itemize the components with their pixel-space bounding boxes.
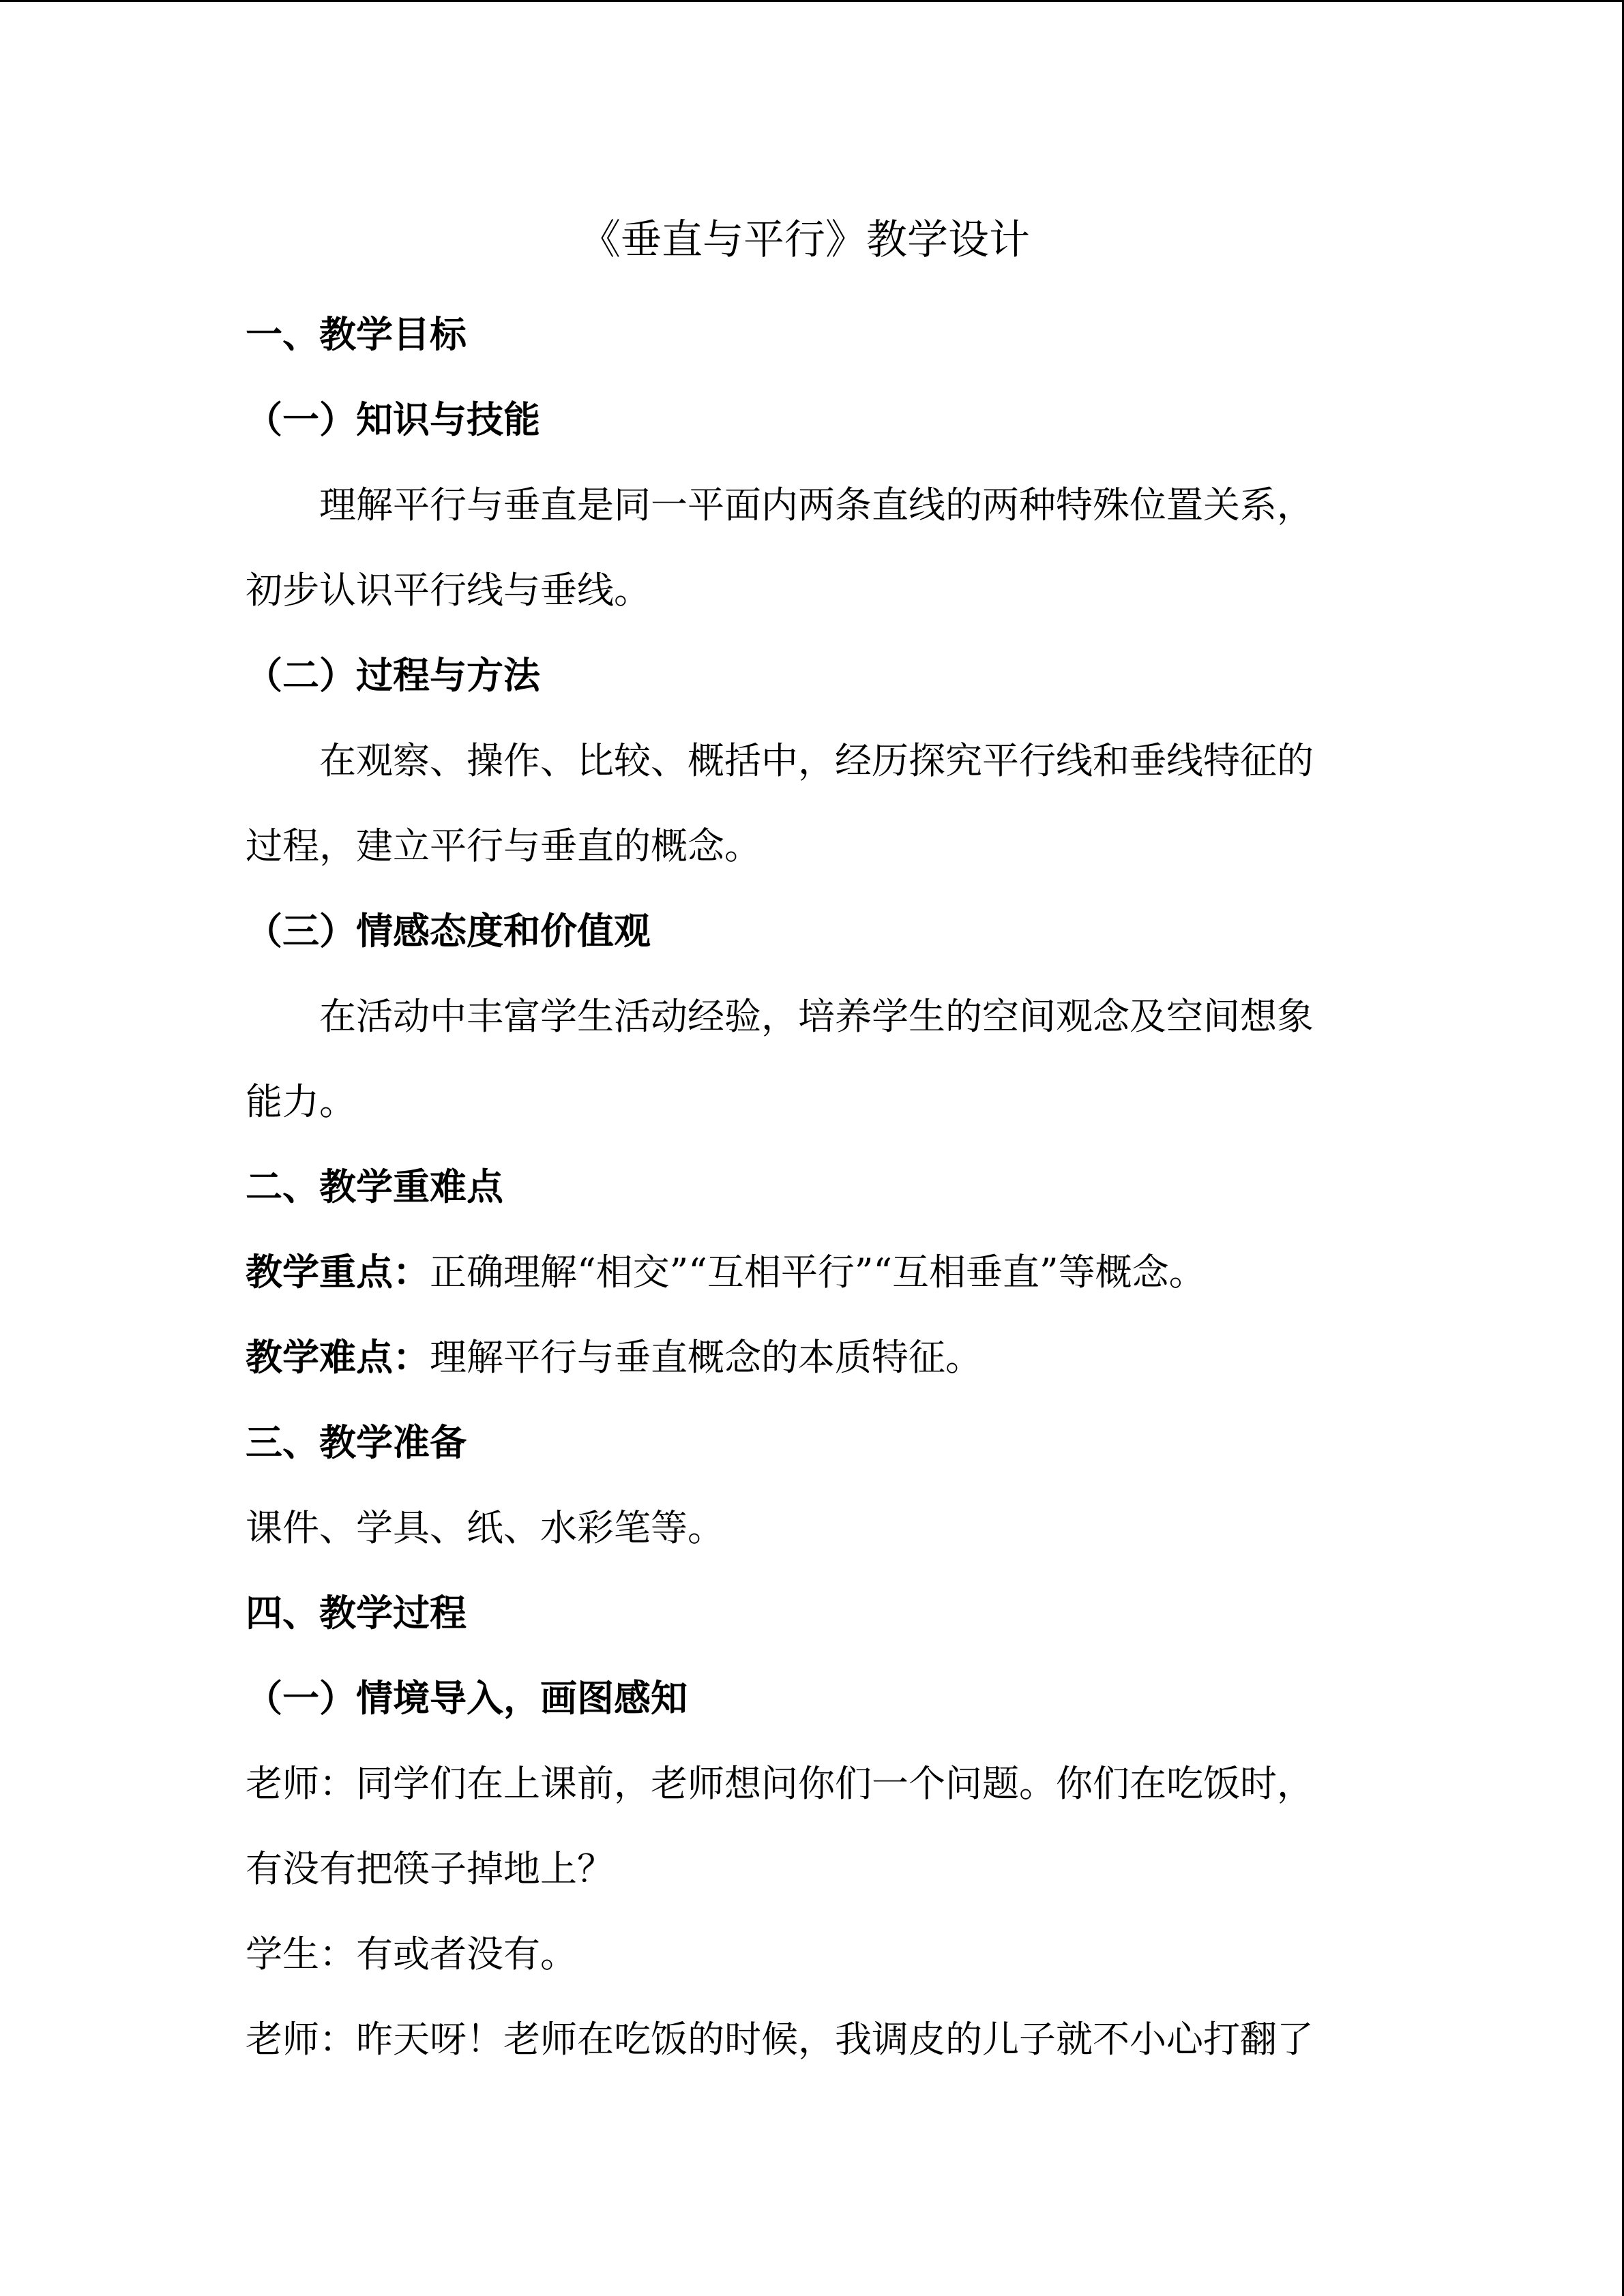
paragraph-line: 能力。 <box>246 1080 356 1123</box>
paragraph-line: 在观察、操作、比较、概括中，经历探究平行线和垂线特征的 <box>319 739 1314 782</box>
teaching-difficulty-line <box>246 1315 1364 1400</box>
teaching-difficulty-text: 理解平行与垂直概念的本质特征。 <box>430 1336 982 1379</box>
teaching-focus-text: 正确理解“相交”“互相平行”“互相垂直”等概念。 <box>430 1251 1206 1294</box>
paragraph-line: 过程，建立平行与垂直的概念。 <box>246 824 761 867</box>
document-page <box>246 205 1364 2082</box>
dialogue-line: 老师：昨天呀！老师在吃饭的时候，我调皮的儿子就不小心打翻了 <box>246 2018 1314 2061</box>
top-border-rule <box>0 0 1624 2</box>
subheading-knowledge: （一）知识与技能 <box>246 398 540 441</box>
section-heading-preparation: 三、教学准备 <box>246 1421 467 1464</box>
subheading-step1: （一）情境导入，画图感知 <box>246 1677 688 1720</box>
subheading-process-method: （二）过程与方法 <box>246 654 540 697</box>
teaching-focus-label: 教学重点： <box>246 1251 430 1294</box>
dialogue-line: 有没有把筷子掉地上？ <box>246 1847 614 1890</box>
teaching-difficulty-label: 教学难点： <box>246 1336 430 1379</box>
paragraph-line: 在活动中丰富学生活动经验，培养学生的空间观念及空间想象 <box>319 995 1314 1038</box>
section-heading-key-points: 二、教学重难点 <box>246 1165 503 1208</box>
subheading-emotion-values: （三）情感态度和价值观 <box>246 910 651 953</box>
paragraph-line: 初步认识平行线与垂线。 <box>246 569 651 612</box>
preparation-text: 课件、学具、纸、水彩笔等。 <box>246 1506 724 1549</box>
section-heading-process: 四、教学过程 <box>246 1592 467 1635</box>
document-title: 《垂直与平行》教学设计 <box>580 216 1030 264</box>
teaching-focus-line <box>246 1229 1364 1315</box>
dialogue-line: 学生：有或者没有。 <box>246 1933 577 1976</box>
paragraph-line: 理解平行与垂直是同一平面内两条直线的两种特殊位置关系， <box>319 483 1314 526</box>
dialogue-line: 老师：同学们在上课前，老师想问你们一个问题。你们在吃饭时， <box>246 1762 1314 1805</box>
section-heading-objectives: 一、教学目标 <box>246 313 467 356</box>
